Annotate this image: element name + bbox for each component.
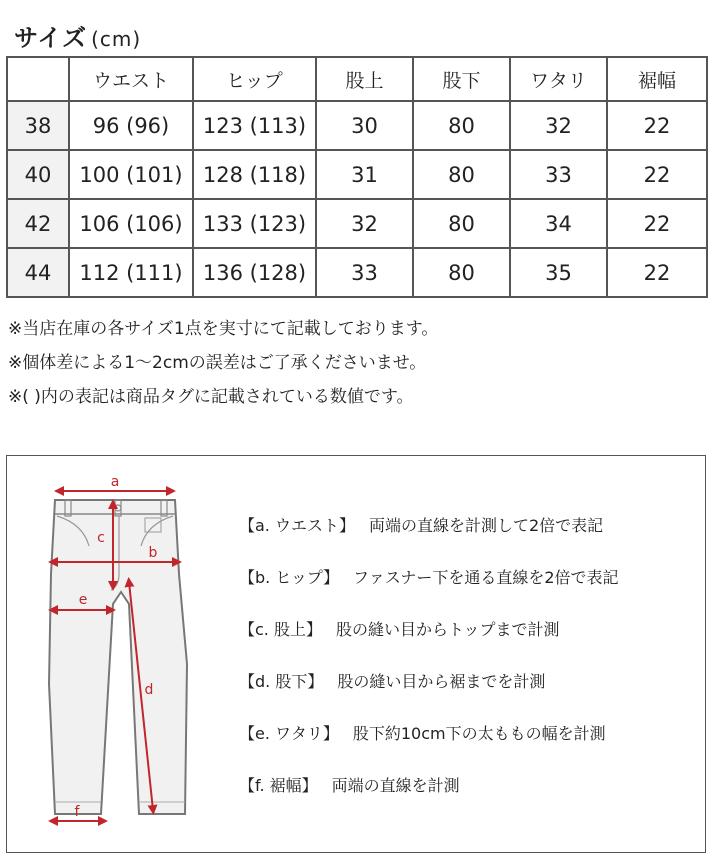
table-cell: 32: [510, 101, 607, 150]
jeans-outline: [49, 500, 187, 814]
note-line: ※当店在庫の各サイズ1点を実寸にて記載しております。: [8, 319, 439, 339]
legend-item-hip: [239, 566, 619, 618]
note-line: ※( )内の表記は商品タグに記載されている数値です。: [8, 387, 414, 407]
table-cell: 112 (111): [69, 248, 193, 297]
table-cell: 80: [413, 150, 510, 199]
table-cell: 80: [413, 248, 510, 297]
legend-key: 【a. ウエスト】: [239, 516, 355, 535]
table-cell: 123 (113): [193, 101, 316, 150]
legend-desc: 股の縫い目からトップまで計測: [335, 620, 560, 639]
legend-item-rise: [239, 618, 619, 670]
table-cell: 22: [607, 199, 707, 248]
marker-e: e: [78, 592, 88, 608]
size-label: 44: [7, 248, 69, 297]
legend-key: 【c. 股上】: [239, 620, 322, 639]
table-header-hip: ヒップ: [193, 57, 316, 101]
table-header-rise: 股上: [316, 57, 413, 101]
table-header-hem: 裾幅: [607, 57, 707, 101]
size-table: [6, 56, 708, 298]
legend-item-waist: [239, 514, 619, 566]
legend-key: 【e. ワタリ】: [239, 724, 339, 743]
size-label: 40: [7, 150, 69, 199]
marker-c: c: [97, 530, 105, 546]
page-title: [14, 18, 141, 53]
table-cell: 30: [316, 101, 413, 150]
legend-key: 【f. 裾幅】: [239, 776, 318, 795]
title-unit: (cm): [91, 27, 142, 51]
note-line: ※個体差による1～2cmの誤差はご了承くださいませ。: [8, 353, 427, 373]
table-header-thigh: ワタリ: [510, 57, 607, 101]
measurement-diagram: [6, 455, 706, 853]
table-cell: 33: [316, 248, 413, 297]
table-header-waist: ウエスト: [69, 57, 193, 101]
table-cell: 31: [316, 150, 413, 199]
table-row: [7, 150, 707, 199]
legend-item-hem: [239, 774, 619, 826]
table-cell: 35: [510, 248, 607, 297]
marker-f: f: [74, 804, 80, 820]
table-row: [7, 101, 707, 150]
table-header-row: [7, 57, 707, 101]
legend-desc: 股下約10cm下の太ももの幅を計測: [352, 724, 606, 743]
table-cell: 136 (128): [193, 248, 316, 297]
table-cell: 34: [510, 199, 607, 248]
legend-key: 【b. ヒップ】: [239, 568, 340, 587]
marker-d: d: [144, 682, 154, 698]
size-label: 42: [7, 199, 69, 248]
size-label: 38: [7, 101, 69, 150]
jeans-illustration: [43, 464, 213, 849]
table-header-corner: [7, 57, 69, 101]
legend-item-inseam: [239, 670, 619, 722]
table-cell: 106 (106): [69, 199, 193, 248]
measurement-legend: [239, 514, 619, 826]
marker-b: b: [148, 545, 158, 561]
table-header-inseam: 股下: [413, 57, 510, 101]
table-row: [7, 248, 707, 297]
legend-desc: 両端の直線を計測: [331, 776, 460, 795]
table-cell: 80: [413, 101, 510, 150]
table-cell: 22: [607, 150, 707, 199]
table-cell: 100 (101): [69, 150, 193, 199]
table-cell: 133 (123): [193, 199, 316, 248]
table-cell: 80: [413, 199, 510, 248]
title-text: サイズ: [14, 24, 88, 52]
legend-desc: 股の縫い目から裾までを計測: [337, 672, 546, 691]
table-cell: 128 (118): [193, 150, 316, 199]
legend-desc: ファスナー下を通る直線を2倍で表記: [353, 568, 619, 587]
table-cell: 33: [510, 150, 607, 199]
legend-key: 【d. 股下】: [239, 672, 324, 691]
notes: [8, 312, 438, 414]
table-cell: 32: [316, 199, 413, 248]
table-row: [7, 199, 707, 248]
table-cell: 96 (96): [69, 101, 193, 150]
legend-desc: 両端の直線を計測して2倍で表記: [368, 516, 604, 535]
marker-a: a: [110, 474, 120, 490]
table-cell: 22: [607, 248, 707, 297]
table-cell: 22: [607, 101, 707, 150]
legend-item-thigh: [239, 722, 619, 774]
